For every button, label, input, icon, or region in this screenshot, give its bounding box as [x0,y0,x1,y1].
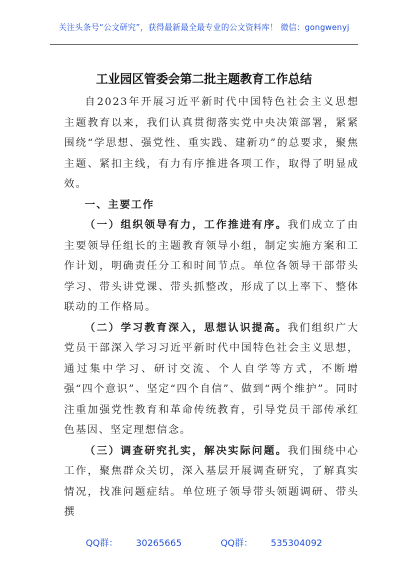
qq-group-1: QQ群： 30265665 [85,539,182,549]
paragraph-1-body: 我们成立了由主要领导任组长的主题教育领导小组，制定实施方案和工作计划，明确责任分工和时间节点。单位各领导干部带头学习、带头讲党课、带头抓整改，形成了以上率下、整体联动的工作格局。 [64,219,359,313]
paragraph-2-body: 我们组织广大党员干部深入学习习近平新时代中国特色社会主义思想，通过集中学习、研讨交流、个人自学等方式，不断增强“四个意识”、坚定“四个自信”、做到“两个维护”。同时注重加强党性教育和革命传统教育，引导党员干部传承红色基因、坚定理想信念。 [64,321,359,436]
paragraph-1-lead: （一）组织领导有力，工作推进有序。 [84,219,288,231]
qq-footer [0,536,408,549]
promo-header-text: 关注头条号“公文研究”，获得最新最全最专业的公文资料库！ 微信：gongwenyj [58,23,350,32]
paragraph-3 [64,441,359,523]
qq-group-2: QQ群： 535304092 [220,539,323,549]
paragraph-3-lead: （三）调查研究扎实，解决实际问题。 [84,444,288,457]
paragraph-2-lead: （二）学习教育深入，思想认识提高。 [84,321,288,334]
paragraph-2 [64,318,359,441]
section-heading: 一、主要工作 [84,198,155,211]
promo-header [0,22,408,33]
document-title: 工业园区管委会第二批主题教育工作总结 [95,72,312,86]
intro-paragraph: 自2023年开展习近平新时代中国特色社会主义思想主题教育以来，我们认真贯彻落实党中央决策部署，紧紧围绕“学思想、强党性、重实践、建新功”的总要求，聚焦主题、紧扣主线，有力有序推进各项工作，取得了明显成效。 [64,96,359,190]
document-body [64,92,359,523]
header-divider [50,44,358,45]
paragraph-1 [64,215,359,318]
paragraph-3-body: 我们围绕中心工作，聚焦群众关切，深入基层开展调查研究，了解真实情况，找准问题症结。单位班子领导带头领题调研、带头撰 [64,444,359,518]
